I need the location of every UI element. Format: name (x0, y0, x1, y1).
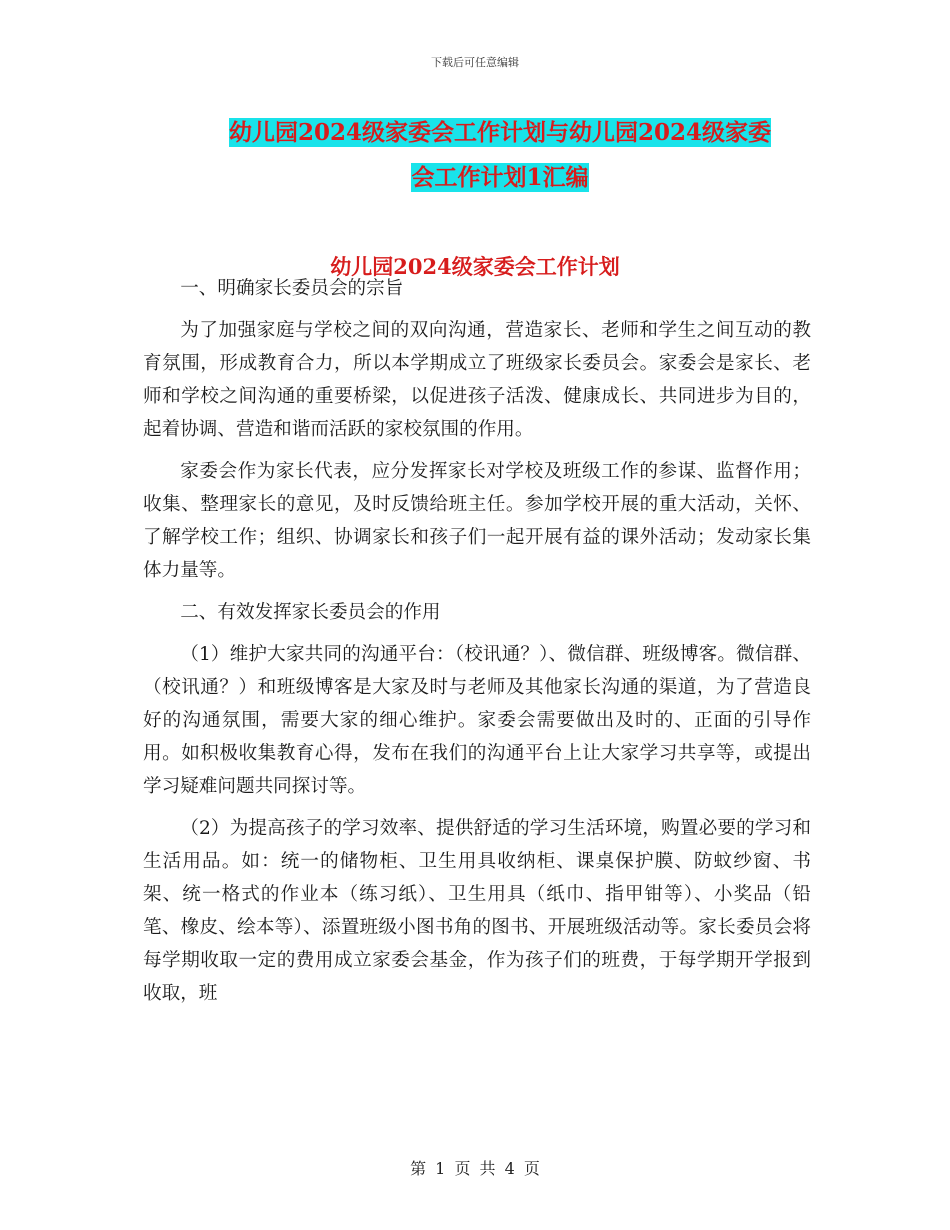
paragraph: 为了加强家庭与学校之间的双向沟通，营造家长、老师和学生之间互动的教育氛围，形成教育合力，所以本学期成立了班级家长委员会。家委会是家长、老师和学校之间沟通的重要桥梁，以促进孩子活泼、健康成长、共同进步为目的，起着协调、营造和谐而活跃的家校氛围的作用。 (143, 320, 811, 440)
title-line-1: 幼儿园2024级家委会工作计划与幼儿园2024级家委 (228, 119, 772, 146)
paragraph: 家委会作为家长代表，应分发挥家长对学校及班级工作的参谋、监督作用；收集、整理家长的意见，及时反馈给班主任。参加学校开展的重大活动，关怀、了解学校工作；组织、协调家长和孩子们一起开展有益的课外活动；发动家长集体力量等。 (143, 461, 811, 581)
title-line-2: 会工作计划1汇编 (411, 164, 589, 191)
paragraph: （2）为提高孩子的学习效率、提供舒适的学习生活环境，购置必要的学习和生活用品。如：统一的储物柜、卫生用具收纳柜、课桌保护膜、防蚊纱窗、书架、统一格式的作业本（练习纸）、卫生用具（纸巾、指甲钳等）、小奖品（铅笔、橡皮、绘本等）、添置班级小图书角的图书、开展班级活动等。家长委员会将每学期收取一定的费用成立家委会基金，作为孩子们的班费，于每学期开学报到收取，班 (143, 818, 811, 1004)
document-body (143, 272, 811, 1010)
header-note: 下载后可任意编辑 (431, 56, 519, 69)
page-number: 第 1 页 共 4 页 (410, 1159, 540, 1178)
section-title: 幼儿园2024级家委会工作计划 (330, 254, 620, 279)
heading-role: 二、有效发挥家长委员会的作用 (180, 602, 441, 623)
paragraph: （1）维护大家共同的沟通平台：（校讯通？）、微信群、班级博客。微信群、（校讯通？）和班级博客是大家及时与老师及其他家长沟通的渠道，为了营造良好的沟通氛围，需要大家的细心维护。家委会需要做出及时的、正面的引导作用。如积极收集教育心得，发布在我们的沟通平台上让大家学习共享等，或提出学习疑难问题共同探讨等。 (143, 644, 811, 797)
document-title (195, 110, 805, 200)
heading-purpose: 一、明确家长委员会的宗旨 (180, 278, 404, 299)
